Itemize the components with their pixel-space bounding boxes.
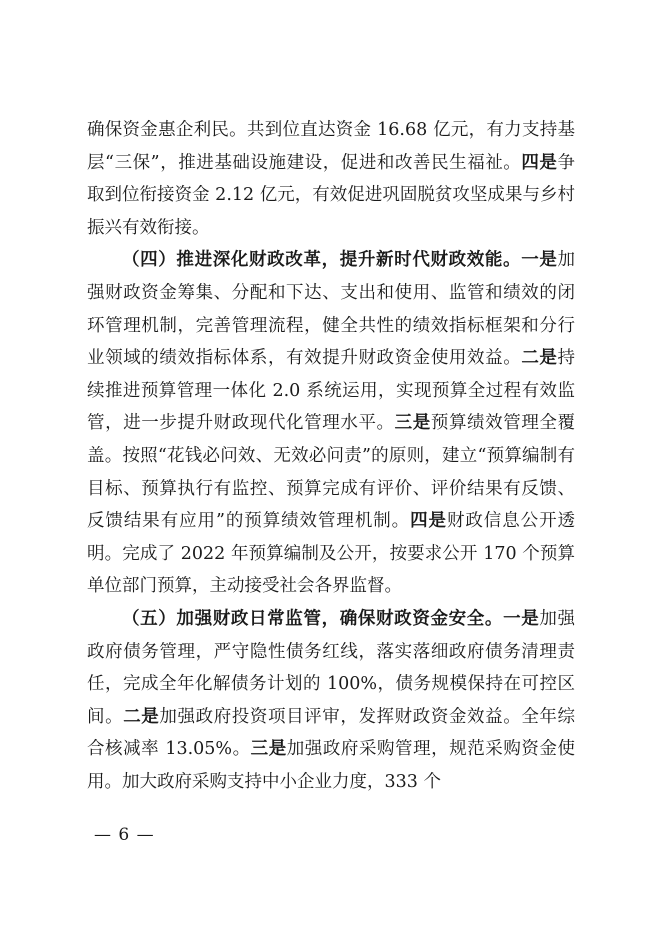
page-number: — 6 — — [94, 825, 155, 845]
section-heading: （五）加强财政日常监管，确保财政资金安全。 — [122, 608, 504, 629]
text-segment-bold: 一是 — [503, 608, 540, 629]
text-segment-bold: 三是 — [250, 739, 287, 760]
paragraph-3 — [87, 603, 575, 799]
document-body — [87, 114, 575, 798]
text-segment: 确保资金惠企利民。共到位直达资金 16.68 亿元，有力支持基层“三保”，推进基础设施建设，促进和改善民生福祉。 — [87, 120, 575, 173]
text-segment-bold: 二是 — [521, 348, 558, 369]
text-segment: 加强政府投资项目评审，发挥财政资金效益。全年综合核减率 13.05%。 — [87, 706, 576, 760]
text-segment-bold: 一是 — [521, 250, 558, 271]
text-segment: 财政信息公开透明。完成了 2022 年预算编制及公开，按要求公开 170 个预算单位部门预算，主动接受社会各界监督。 — [87, 511, 576, 597]
text-segment-bold: 三是 — [394, 413, 431, 434]
text-segment-bold: 二是 — [123, 706, 160, 727]
text-segment-bold: 四是 — [521, 152, 558, 173]
paragraph-2 — [87, 244, 575, 603]
text-segment: 加强政府债务管理，严守隐性债务红线，落实落细政府债务清理责任，完成全年化解债务计划的 100%，债务规模保持在可控区间。 — [87, 608, 576, 727]
text-segment: 持续推进预算管理一体化 2.0 系统运用，实现预算全过程有效监管，进一步提升财政现代化管理水平。 — [87, 348, 576, 434]
text-segment: 预算绩效管理全覆盖。按照“花钱必问效、无效必问责”的原则，建立“预算编制有目标、预算执行有监控、预算完成有评价、评价结果有反馈、反馈结果有应用”的预算绩效管理机制。 — [87, 413, 576, 532]
text-segment: 争取到位衔接资金 2.12 亿元，有效促进巩固脱贫攻坚成果与乡村振兴有效衔接。 — [87, 152, 575, 238]
text-segment: 加强政府采购管理，规范采购资金使用。加大政府采购支持中小企业力度，333 个 — [87, 739, 576, 792]
text-segment: 加强财政资金筹集、分配和下达、支出和使用、监管和绩效的闭环管理机制，完善管理流程，健全共性的绩效指标框架和分行业领域的绩效指标体系，有效提升财政资金使用效益。 — [87, 250, 576, 369]
section-heading: （四）推进深化财政改革，提升新时代财政效能。 — [122, 250, 522, 271]
text-segment-bold: 四是 — [410, 511, 447, 532]
paragraph-1 — [87, 114, 575, 244]
